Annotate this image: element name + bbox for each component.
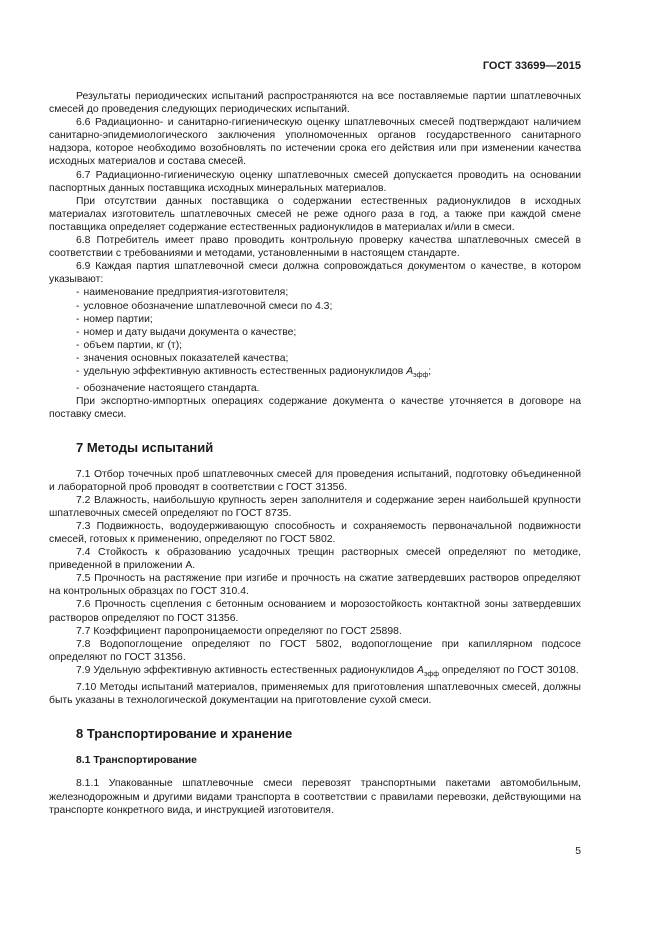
paragraph: 7.6 Прочность сцепления с бетонным основанием и морозостойкость контактной зоны затвердевших растворов определяют по ГОСТ 31356. — [49, 599, 581, 624]
paragraph: 7.8 Водопоглощение определяют по ГОСТ 5802, водопоглощение при капиллярном подсосе определяют по ГОСТ 31356. — [49, 638, 581, 663]
paragraph: При экспортно-импортных операциях содержание документа о качестве уточняется в договоре на поставку смеси. — [49, 396, 581, 421]
requirements-list — [49, 286, 581, 395]
subsection-heading: 8.1 Транспортирование — [76, 755, 197, 767]
paragraph: 7.10 Методы испытаний материалов, применяемых для приготовления шпатлевочных смесей, должны быть указаны в технологической документации на приготовление сухой смеси. — [49, 682, 581, 707]
list-item: - наименование предприятия-изготовителя; — [76, 287, 289, 299]
document-code: ГОСТ 33699—2015 — [482, 60, 581, 72]
paragraph: 8.1.1 Упакованные шпатлевочные смеси перевозят транспортными пакетами автомобильным, железнодорожным и другими видами транспорта в соответствии с правилами перевозки, действующими на транспорте конкретного вида, и инструкцией изготовителя. — [49, 778, 581, 816]
section-heading: 8 Транспортирование и хранение — [76, 726, 293, 742]
paragraph: 7.7 Коэффициент паропроницаемости определяют по ГОСТ 25898. — [76, 625, 402, 637]
paragraph: 7.4 Стойкость к образованию усадочных трещин растворных смесей определяют по методике, приведенной в приложении А. — [49, 547, 581, 572]
page-body — [49, 90, 581, 817]
paragraph: 6.8 Потребитель имеет право проводить контрольную проверку качества шпатлевочных смесей в соответствии с требованиями и методами, установленными в настоящем стандарте. — [49, 235, 581, 260]
paragraph: При отсутствии данных поставщика о содержании естественных радионуклидов в исходных материалах изготовитель шпатлевочных смесей не реже одного раза в год, а также при каждой смене поставщика определяет содержание естественных радионуклидов в материалах и/или в смеси. — [49, 195, 581, 233]
list-item: - удельную эффективную активность естественных радионуклидов $A_{эфф}$; — [76, 365, 432, 380]
list-item: - условное обозначение шпатлевочной смеси по 4.3; — [76, 300, 333, 312]
list-item: - значения основных показателей качества; — [76, 352, 289, 364]
paragraph: 6.9 Каждая партия шпатлевочной смеси должна сопровождаться документом о качестве, в котором указывают: — [49, 261, 581, 286]
paragraph: 6.7 Радиационно-гигиеническую оценку шпатлевочных смесей допускается проводить на основании паспортных данных поставщика исходных минеральных материалов. — [49, 169, 581, 194]
list-item: - объем партии, кг (т); — [76, 339, 183, 351]
paragraph: 7.2 Влажность, наибольшую крупность зерен заполнителя и содержание зерен наибольшей крупности шпатлевочных смесей определяют по ГОСТ 8735. — [49, 494, 581, 519]
paragraph: 7.1 Отбор точечных проб шпатлевочных смесей для проведения испытаний, подготовку объединенной и лабораторной проб проводят в соответствии с ГОСТ 31356. — [49, 468, 581, 493]
list-item: - обозначение настоящего стандарта. — [76, 383, 260, 395]
paragraph: 7.3 Подвижность, водоудерживающую способность и сохраняемость первоначальной подвижности смесей, готовых к применению, определяют по ГОСТ 5802. — [49, 520, 581, 545]
paragraph: Результаты периодических испытаний распространяются на все поставляемые партии шпатлевочных смесей до проведения следующих периодических испытаний. — [49, 91, 581, 116]
page-number: 5 — [575, 846, 581, 857]
paragraph: 6.6 Радиационно- и санитарно-гигиеническую оценку шпатлевочных смесей подтверждают наличием санитарно-эпидемиологического заключения уполномоченных органов государственного санитарного надзора, которое необходимо возобновлять по истечении срока его действия или при изменении качества исходных материалов и состава смесей. — [49, 117, 581, 168]
paragraph: 7.5 Прочность на растяжение при изгибе и прочность на сжатие затвердевших растворов определяют на контрольных образцах по ГОСТ 310.4. — [49, 573, 581, 598]
list-item: - номер партии; — [76, 313, 153, 325]
section-heading: 7 Методы испытаний — [76, 440, 214, 456]
list-item: - номер и дату выдачи документа о качестве; — [76, 326, 297, 338]
paragraph: 7.9 Удельную эффективную активность естественных радионуклидов $A_{эфф}$ определяют по ГОСТ 30108. — [76, 664, 579, 678]
